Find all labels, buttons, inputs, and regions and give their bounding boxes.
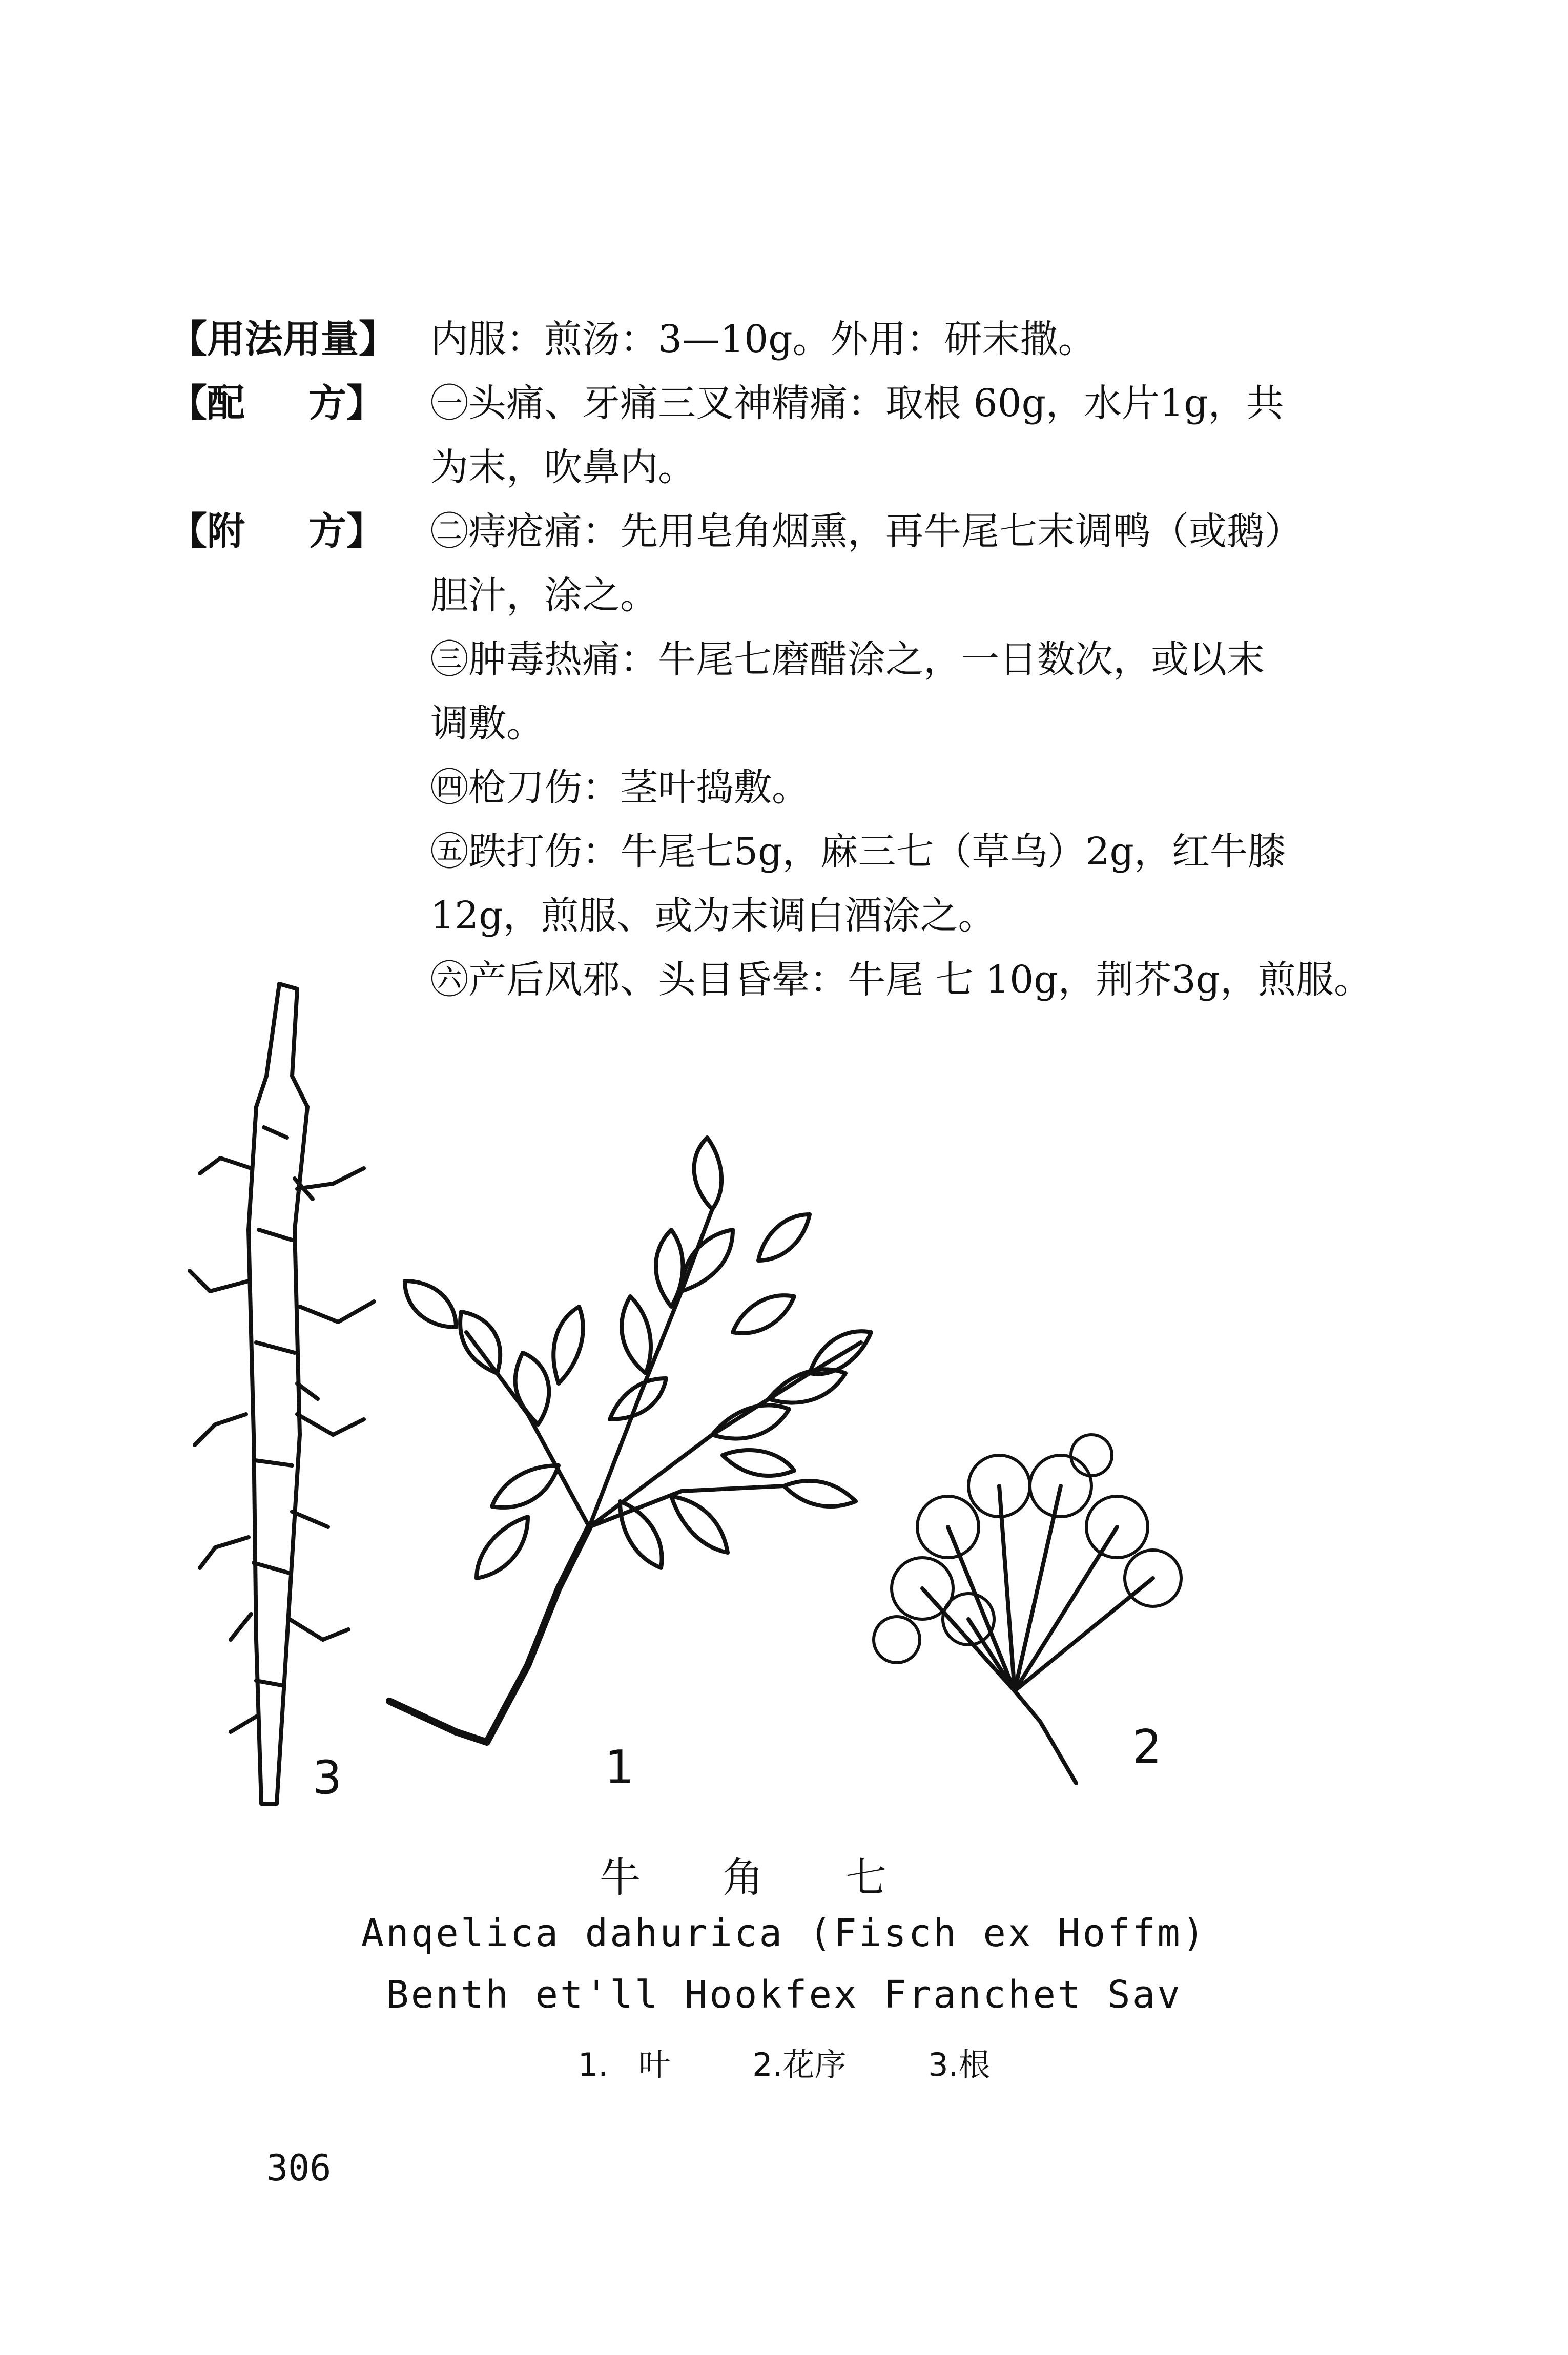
formula-line: 为末，吹鼻内。: [430, 445, 696, 489]
figure-legend: [0, 2039, 1568, 2085]
appended-line: ㊄跌打伤：牛尾七5g，麻三七（草乌）2g，红牛膝: [430, 830, 1286, 874]
legend-item: 1. 叶: [577, 2046, 671, 2083]
page-number: 306: [266, 2147, 332, 2189]
usage-label: 【用法用量】: [169, 317, 397, 361]
appended-line: 调敷。: [430, 701, 544, 746]
legend-item: 3.根: [928, 2046, 991, 2083]
appended-label-left: 【附: [169, 509, 245, 553]
appended-line: ㊃枪刀伤：茎叶捣敷。: [430, 766, 810, 810]
usage-text: 内服：煎汤：3—10g。外用：研末撒。: [430, 317, 1096, 361]
leaf-drawing: [389, 1138, 871, 1742]
figure-latin-line1: Anqelica dahurica (Fisch ex Hoffm): [361, 1911, 1207, 1955]
appended-line: 12g，煎服、或为末调白酒涂之。: [430, 894, 996, 938]
formula-label: [169, 371, 395, 436]
plant-illustration: [169, 974, 1348, 1870]
formula-label-left: 【配: [169, 381, 245, 425]
appended-line: 胆汁，涂之。: [430, 573, 658, 617]
formula-line: ㊀头痛、牙痛三叉神精痛：取根 60g，水片1g，共: [430, 381, 1284, 425]
figure-label-2: 2: [1132, 1720, 1162, 1774]
appended-line: ㊅产后风邪、头目昏晕：牛尾 七 10g，荆芥3g，煎服。: [430, 958, 1372, 1002]
figure-latin-line2: Benth et'll Hookfex Franchet Sav: [386, 1973, 1182, 2017]
legend-item: 2.花序: [752, 2046, 847, 2083]
figure-title-cn: 牛角七: [600, 1854, 968, 1902]
appended-label-right: 方】: [308, 509, 384, 553]
figure-label-3: 3: [313, 1751, 342, 1805]
formula-label-right: 方】: [308, 381, 384, 425]
root-drawing: [190, 984, 374, 1804]
appended-line: ㊂肿毒热痛：牛尾七磨醋涂之，一日数次，或以末: [430, 637, 1265, 681]
plant-drawing: [169, 974, 1348, 1870]
appended-label: [169, 500, 395, 564]
figure-label-1: 1: [605, 1741, 634, 1794]
appended-line: ㊁痔疮痛：先用皂角烟熏，再牛尾七末调鸭（或鹅）: [430, 509, 1303, 553]
